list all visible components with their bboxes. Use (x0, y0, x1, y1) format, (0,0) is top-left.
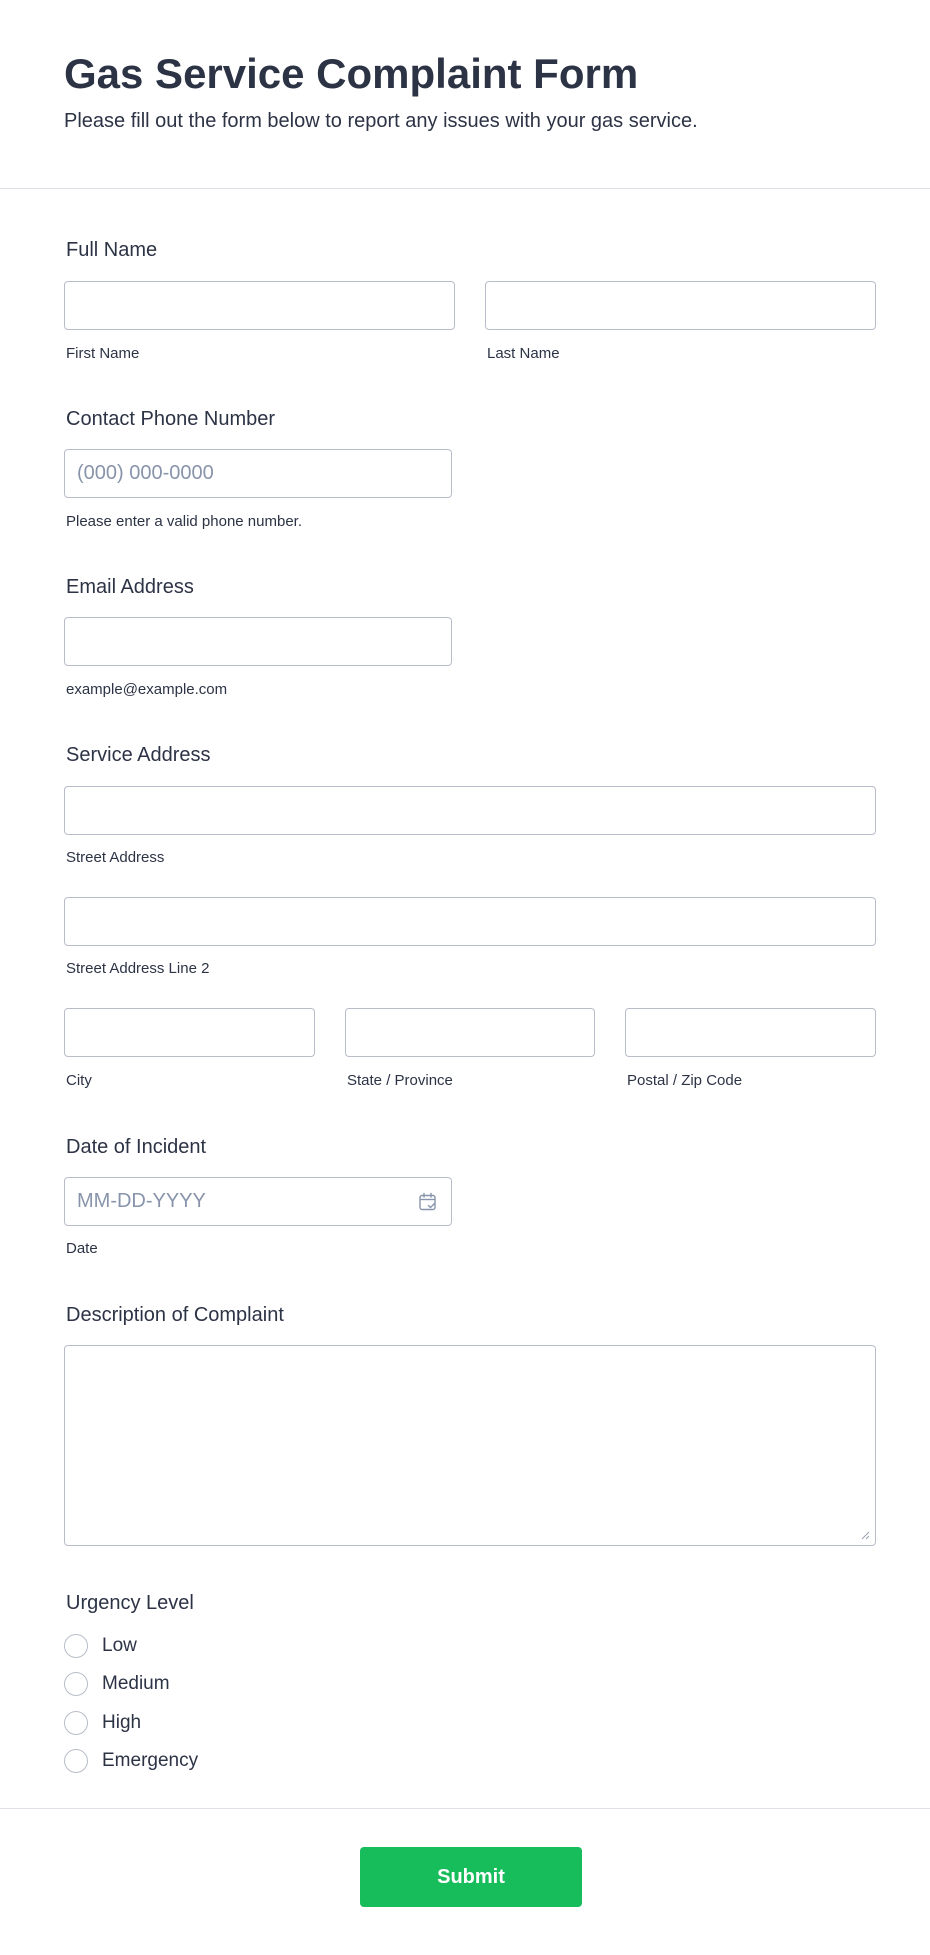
footer-divider (0, 1808, 930, 1809)
description-textarea[interactable] (64, 1345, 876, 1546)
phone-input[interactable] (64, 449, 452, 498)
street-address-line2-input[interactable] (64, 897, 876, 946)
email-sublabel: example@example.com (66, 681, 228, 698)
radio-circle-icon[interactable] (64, 1749, 88, 1773)
first-name-input[interactable] (64, 281, 455, 330)
last-name-input[interactable] (485, 281, 876, 330)
urgency-option-label: Low (102, 1635, 137, 1656)
email-label: Email Address (66, 576, 194, 598)
submit-button[interactable]: Submit (360, 1847, 582, 1907)
first-name-sublabel: First Name (66, 345, 140, 362)
street-address-input[interactable] (64, 786, 876, 835)
zip-input[interactable] (625, 1008, 876, 1057)
description-label: Description of Complaint (66, 1304, 284, 1326)
city-sublabel: City (66, 1072, 92, 1089)
date-label: Date of Incident (66, 1136, 207, 1158)
street-address-line2-sublabel: Street Address Line 2 (66, 960, 210, 977)
state-sublabel: State / Province (347, 1072, 453, 1089)
urgency-option-emergency[interactable] (64, 1748, 198, 1774)
last-name-sublabel: Last Name (487, 345, 560, 362)
calendar-icon[interactable] (418, 1192, 438, 1212)
urgency-option-low[interactable] (64, 1633, 137, 1659)
form-subtitle: Please fill out the form below to report any issues with your gas service. (64, 110, 698, 132)
date-sublabel: Date (66, 1240, 98, 1257)
form-header (0, 0, 930, 189)
urgency-option-label: Medium (102, 1673, 170, 1694)
street-address-sublabel: Street Address (66, 849, 165, 866)
full-name-label: Full Name (66, 239, 158, 261)
resize-grip-icon[interactable] (860, 1530, 870, 1540)
phone-sublabel: Please enter a valid phone number. (66, 513, 302, 530)
urgency-option-medium[interactable] (64, 1671, 170, 1697)
urgency-option-high[interactable] (64, 1710, 141, 1736)
service-address-label: Service Address (66, 744, 211, 766)
radio-circle-icon[interactable] (64, 1634, 88, 1658)
urgency-option-label: High (102, 1712, 142, 1733)
radio-circle-icon[interactable] (64, 1711, 88, 1735)
zip-sublabel: Postal / Zip Code (627, 1072, 743, 1089)
state-input[interactable] (345, 1008, 595, 1057)
phone-label: Contact Phone Number (66, 408, 276, 430)
form-title: Gas Service Complaint Form (64, 50, 639, 97)
city-input[interactable] (64, 1008, 315, 1057)
email-input[interactable] (64, 617, 452, 666)
urgency-label: Urgency Level (66, 1592, 194, 1614)
date-input[interactable] (64, 1177, 452, 1226)
radio-circle-icon[interactable] (64, 1672, 88, 1696)
urgency-option-label: Emergency (102, 1750, 199, 1771)
